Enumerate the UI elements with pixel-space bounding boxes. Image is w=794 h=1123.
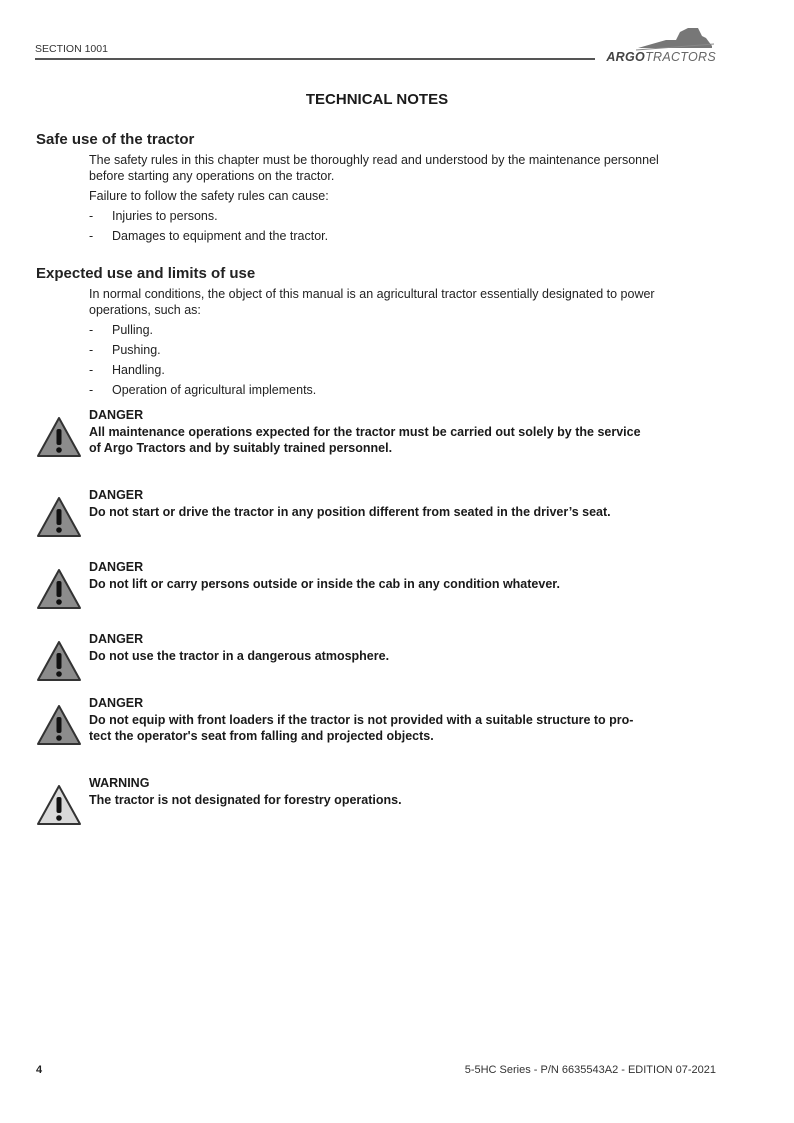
list-item-text: Operation of agricultural implements.: [112, 383, 317, 397]
bullet-dash: -: [89, 383, 94, 397]
warning-triangle-icon: [36, 640, 82, 682]
list-item: [89, 343, 161, 357]
paragraph-line: operations, such as:: [89, 303, 201, 317]
warning-triangle-icon: [36, 784, 82, 826]
tractor-logo-icon: [636, 26, 714, 52]
bullet-dash: -: [89, 323, 94, 337]
notice-kind: DANGER: [89, 560, 144, 574]
notice-line: of Argo Tractors and by suitably trained personnel.: [89, 441, 393, 455]
notice-message: [89, 576, 689, 592]
notice-message: [89, 792, 689, 808]
argo-tractors-logo: [596, 26, 716, 66]
bullet-dash: -: [89, 363, 94, 377]
paragraph-line: Failure to follow the safety rules can cause:: [89, 189, 329, 203]
notice-line: tect the operator's seat from falling and projected objects.: [89, 729, 434, 743]
list-item-text: Handling.: [112, 363, 165, 377]
warning-triangle-icon: [36, 416, 82, 458]
bullet-dash: -: [89, 209, 94, 223]
list-item-text: Damages to equipment and the tractor.: [112, 229, 329, 243]
logo-wordmark-light: TRACTORS: [645, 50, 716, 64]
paragraph-line: The safety rules in this chapter must be thoroughly read and understood by the maintenance personnel: [89, 153, 659, 167]
notice-kind: DANGER: [89, 632, 144, 646]
notice-kind: DANGER: [89, 696, 144, 710]
header-rule: [35, 58, 595, 60]
logo-wordmark-bold: ARGO: [606, 50, 646, 64]
notice-kind: DANGER: [89, 408, 144, 422]
notice-line: The tractor is not designated for forestry operations.: [89, 793, 402, 807]
section-label: SECTION 1001: [35, 43, 108, 55]
paragraph-line: before starting any operations on the tractor.: [89, 169, 335, 183]
list-item-text: Pushing.: [112, 343, 161, 357]
warning-triangle-icon: [36, 704, 82, 746]
warning-triangle-icon: [36, 568, 82, 610]
list-item-text: Injuries to persons.: [112, 209, 218, 223]
notice-line: Do not use the tractor in a dangerous atmosphere.: [89, 649, 390, 663]
document-reference: 5-5HC Series - P/N 6635543A2 - EDITION 07-2021: [464, 1064, 716, 1076]
notice-message: [89, 648, 689, 664]
section-heading-safe-use: Safe use of the tractor: [36, 131, 195, 148]
notice-message: [89, 712, 689, 744]
notice-kind: DANGER: [89, 488, 144, 502]
paragraph-line: In normal conditions, the object of this manual is an agricultural tractor essentially designated to power: [89, 287, 655, 301]
warning-triangle-icon: [36, 496, 82, 538]
notice-line: Do not start or drive the tractor in any position different from seated in the driver’s seat.: [89, 505, 611, 519]
notice-message: [89, 504, 689, 520]
list-item: [89, 363, 165, 377]
list-item: [89, 323, 153, 337]
bullet-dash: -: [89, 229, 94, 243]
notice-message: [89, 424, 689, 456]
logo-wordmark: [606, 50, 716, 64]
list-item-text: Pulling.: [112, 323, 153, 337]
list-item: [89, 209, 218, 223]
bullet-dash: -: [89, 343, 94, 357]
page-number: 4: [36, 1064, 43, 1076]
notice-line: Do not equip with front loaders if the tractor is not provided with a suitable structure to pro-: [89, 713, 634, 727]
notice-line: Do not lift or carry persons outside or inside the cab in any condition whatever.: [89, 577, 560, 591]
section-heading-expected-use: Expected use and limits of use: [36, 265, 256, 282]
notice-line: All maintenance operations expected for the tractor must be carried out solely by the service: [89, 425, 641, 439]
list-item: [89, 229, 328, 243]
list-item: [89, 383, 316, 397]
notice-kind: WARNING: [89, 776, 150, 790]
page-title: TECHNICAL NOTES: [305, 91, 449, 108]
